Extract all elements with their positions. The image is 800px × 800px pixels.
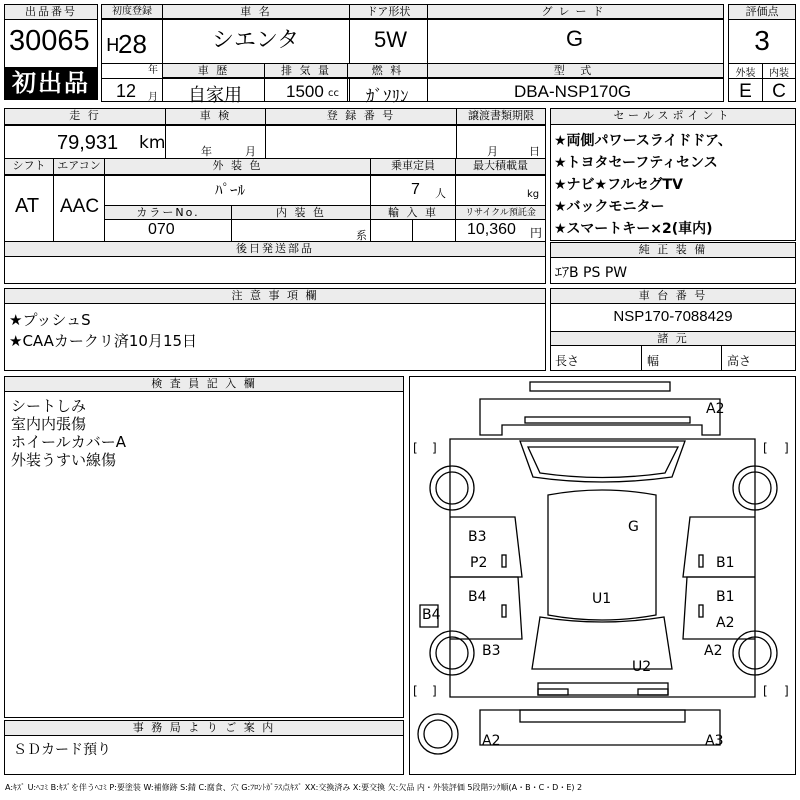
notes-label: 注 意 事 項 欄 [5,289,545,304]
score: 3 [754,25,770,56]
damage-mark: P2 [470,555,488,571]
capacity-label: 乗車定員 [371,159,455,175]
color-no: 070 [148,221,175,238]
door-type: 5W [374,27,407,52]
inspector-line: ホイールカバーA [11,433,126,451]
svg-text:]: ] [784,441,789,455]
office-box [4,720,404,775]
office-label: 事 務 局 よ り ご 案 内 [5,721,403,736]
damage-mark: B3 [482,643,501,659]
score-box [728,4,796,102]
notes-line: ★CAAカークリ済10月15日 [9,332,198,350]
chassis-label: 車 台 番 号 [551,289,795,304]
shift: AT [15,195,40,217]
svg-text:[: [ [413,441,418,455]
displacement-label: 排 気 量 [265,64,347,78]
office-text: ＳＤカード預り [13,742,111,758]
later-parts-label: 後日発送部品 [5,242,545,257]
door-label: ドア形状 [350,5,427,19]
main-header-box [101,4,724,107]
ext-color-label: 外 装 色 [105,159,370,175]
docs-label: 譲渡書類期限 [457,109,545,125]
reg-month: 12 [116,81,137,101]
interior-label: 内装 [769,68,789,79]
mileage: 79,931 [57,132,119,154]
details-table [4,108,546,284]
first-listing-badge: 初出品 [4,67,98,100]
plate-label: 登 録 番 号 [266,109,456,125]
svg-text:]: ] [432,441,437,455]
damage-mark: B4 [422,607,441,623]
docs-day-unit: 日 [529,145,540,158]
length-label: 長さ [555,354,580,368]
ac: AAC [60,196,100,217]
sales-point-item: ★バックモニター [554,199,665,215]
recycle-deposit: 10,360 [467,221,516,238]
interior-grade: C [772,81,786,102]
inspection-year-unit: 年 [201,145,212,158]
svg-text:[: [ [413,684,418,698]
shift-label: シフト [5,159,53,175]
car-history: 自家用 [188,85,242,106]
height-label: 高さ [727,354,752,368]
damage-mark: B1 [716,555,735,571]
notes-box [4,288,546,371]
first-reg-label: 初度登録 [102,5,162,19]
int-color-unit: 系 [356,229,367,242]
ac-label: エアコン [54,159,104,175]
era-letter: H [106,35,120,56]
color-no-label: カラーNo. [105,205,231,220]
grade: G [566,26,584,51]
grade-label: グレード [428,5,723,19]
sales-point-item: ★両側パワースライドドア、 [554,133,732,149]
inspector-line: 外装うすい線傷 [11,451,117,469]
svg-text:[: [ [763,684,768,698]
reg-year: 28 [118,29,147,59]
damage-mark: G [628,519,639,535]
damage-mark: A2 [716,615,735,631]
inspector-box [4,376,404,718]
damage-mark: B1 [716,589,735,605]
year-unit: 年 [148,65,158,76]
damage-mark: U2 [632,659,652,675]
standard-equipment: ｴｱB PS PW [555,265,628,281]
recycle-label: リサイクル預託金 [456,205,545,220]
inspection-label: 車 検 [166,109,265,125]
width-label: 幅 [647,354,660,368]
damage-mark: B4 [468,589,487,605]
inspector-line: シートしみ [11,397,87,415]
svg-text:]: ] [432,684,437,698]
chassis-number: NSP170-7088429 [613,308,733,325]
exterior-label: 外装 [735,68,756,79]
inspector-line: 室内内張傷 [11,415,87,433]
int-color-label: 内 装 色 [232,205,370,220]
max-load-label: 最大積載量 [456,159,545,175]
lot-number-box [4,4,98,100]
damage-mark: U1 [592,591,612,607]
damage-mark: B3 [468,529,487,545]
chassis-box [550,288,796,371]
lot-number: 30065 [9,25,90,57]
standard-equipment-box [550,242,796,284]
sales-point-item: ★スマートキー×2(車内) [554,221,713,237]
damage-mark: A2 [704,643,723,659]
damage-mark: A2 [706,401,725,417]
displacement: 1500 [286,82,324,101]
mileage-label: 走 行 [5,109,165,125]
car-name-label: 車 名 [163,5,349,19]
notes-line: ★プッシュS [9,311,91,329]
car-name: シエンタ [212,28,300,53]
score-label: 評価点 [729,5,795,20]
sales-point-item: ★トヨタセーフティセンス [554,155,718,171]
exterior-grade: E [739,81,752,102]
model-code: DBA-NSP170G [514,82,632,101]
fuel-label: 燃 料 [348,64,427,78]
docs-month-unit: 月 [487,145,498,158]
inspection-month-unit: 月 [245,145,256,158]
damage-mark: A2 [482,733,501,749]
history-label: 車 歴 [163,64,264,78]
damage-mark: A3 [705,733,724,749]
max-load-unit: kg [527,189,540,200]
month-unit: 月 [148,92,158,103]
import-label: 輸 入 車 [371,205,455,220]
sales-point-item: ★ナビ★フルセグTV [554,177,683,193]
recycle-unit: 円 [530,226,543,240]
displacement-unit: cc [328,88,339,99]
lot-number-label: 出品番号 [5,5,97,20]
inspector-label: 検 査 員 記 入 欄 [5,377,403,392]
standard-equipment-label: 純 正 装 備 [551,243,795,258]
damage-diagram [409,376,796,775]
ext-color: ﾊﾟｰﾙ [215,181,246,199]
legend-text: A:ｷｽﾞ U:ﾍｺﾐ B:ｷｽﾞを伴うﾍｺﾐ P:要塗装 W:補修跡 S:錆 C:腐食、穴 G:ﾌﾛﾝﾄｶﾞﾗｽ点ｷｽﾞ XX:交換済み X:要交換 欠:欠品 内・外装評価 5段階ﾗﾝｸ順(A・B・C・D・E) 2 [5,783,583,792]
fuel: ｶﾞｿﾘﾝ [366,87,409,107]
model-code-label: 型 式 [428,64,723,78]
car-damage-map [410,377,795,774]
svg-text:[: [ [763,441,768,455]
svg-text:]: ] [784,684,789,698]
mileage-unit: km [139,133,166,153]
capacity: 7 [411,181,420,198]
sales-points-box [550,108,796,241]
dims-label: 諸 元 [551,332,795,346]
sales-points-label: セールスポイント [551,109,795,125]
capacity-unit: 人 [435,187,446,200]
